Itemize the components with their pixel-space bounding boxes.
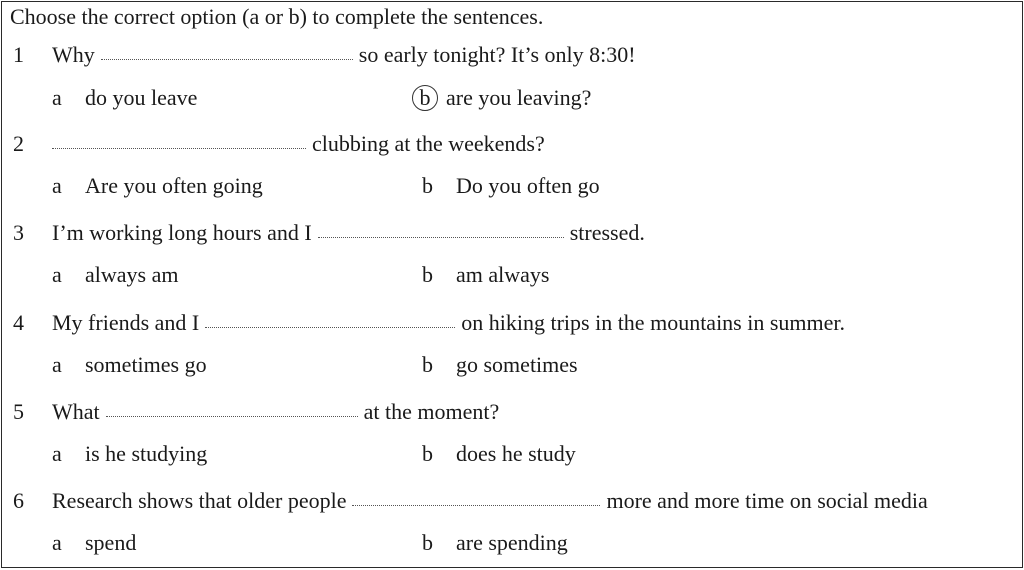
option-text: does he study bbox=[456, 441, 576, 466]
option-letter: b bbox=[422, 262, 433, 287]
answer-blank[interactable] bbox=[106, 402, 358, 417]
sentence-after: on hiking trips in the mountains in summer. bbox=[461, 310, 846, 335]
answer-blank[interactable] bbox=[205, 313, 455, 328]
sentence-before: What bbox=[52, 399, 100, 424]
option-text: are spending bbox=[456, 530, 568, 555]
question-number: 5 bbox=[13, 399, 24, 424]
selected-circle-icon: b bbox=[412, 85, 438, 111]
sentence-after: more and more time on social media bbox=[606, 488, 928, 513]
option-a[interactable] bbox=[52, 173, 263, 199]
instruction-text: Choose the correct option (a or b) to complete the sentences. bbox=[10, 4, 544, 29]
option-a[interactable] bbox=[52, 262, 178, 288]
question-number: 2 bbox=[13, 131, 24, 156]
option-letter: a bbox=[52, 352, 62, 377]
option-letter: b bbox=[422, 530, 433, 555]
question-number: 3 bbox=[13, 220, 24, 245]
option-b[interactable] bbox=[422, 262, 549, 288]
option-text: am always bbox=[456, 262, 550, 287]
option-text: Are you often going bbox=[85, 173, 263, 198]
option-text: is he studying bbox=[85, 441, 208, 466]
answer-blank[interactable] bbox=[101, 45, 353, 60]
sentence-before: I’m working long hours and I bbox=[52, 220, 312, 245]
option-a[interactable] bbox=[52, 441, 207, 467]
question-number: 4 bbox=[13, 310, 24, 335]
option-b[interactable] bbox=[422, 441, 576, 467]
option-letter: a bbox=[52, 530, 62, 555]
answer-blank[interactable] bbox=[352, 491, 600, 506]
option-text: Do you often go bbox=[456, 173, 600, 198]
sentence-before: Why bbox=[52, 42, 95, 67]
option-a[interactable] bbox=[52, 85, 197, 111]
question-sentence bbox=[52, 42, 636, 68]
sentence-after: so early tonight? It’s only 8:30! bbox=[358, 42, 636, 67]
option-text: are you leaving? bbox=[446, 85, 592, 110]
option-b[interactable] bbox=[422, 530, 568, 556]
question-sentence bbox=[52, 488, 928, 514]
option-text: always am bbox=[85, 262, 179, 287]
option-letter: a bbox=[52, 262, 62, 287]
option-text: spend bbox=[85, 530, 137, 555]
option-a[interactable] bbox=[52, 352, 207, 378]
option-text: do you leave bbox=[85, 85, 198, 110]
question-sentence bbox=[52, 220, 645, 246]
sentence-after: clubbing at the weekends? bbox=[312, 131, 545, 156]
option-letter: a bbox=[52, 85, 62, 110]
option-letter: a bbox=[52, 173, 62, 198]
option-text: go sometimes bbox=[456, 352, 578, 377]
option-letter: a bbox=[52, 441, 62, 466]
sentence-before: Research shows that older people bbox=[52, 488, 347, 513]
exercise-sheet bbox=[1, 1, 1023, 568]
option-b[interactable] bbox=[422, 173, 600, 199]
question-number: 1 bbox=[13, 42, 24, 67]
option-letter: b bbox=[422, 352, 433, 377]
question-sentence bbox=[52, 399, 499, 425]
option-letter: b bbox=[422, 173, 433, 198]
option-b[interactable] bbox=[419, 85, 592, 111]
sentence-before: My friends and I bbox=[52, 310, 200, 335]
sentence-after: at the moment? bbox=[363, 399, 500, 424]
option-b[interactable] bbox=[422, 352, 578, 378]
question-number: 6 bbox=[13, 488, 24, 513]
option-text: sometimes go bbox=[85, 352, 207, 377]
answer-blank[interactable] bbox=[52, 134, 306, 149]
option-letter: b bbox=[422, 441, 433, 466]
question-sentence bbox=[52, 310, 845, 336]
answer-blank[interactable] bbox=[318, 223, 564, 238]
option-a[interactable] bbox=[52, 530, 136, 556]
question-sentence bbox=[52, 131, 545, 157]
sentence-after: stressed. bbox=[569, 220, 645, 245]
